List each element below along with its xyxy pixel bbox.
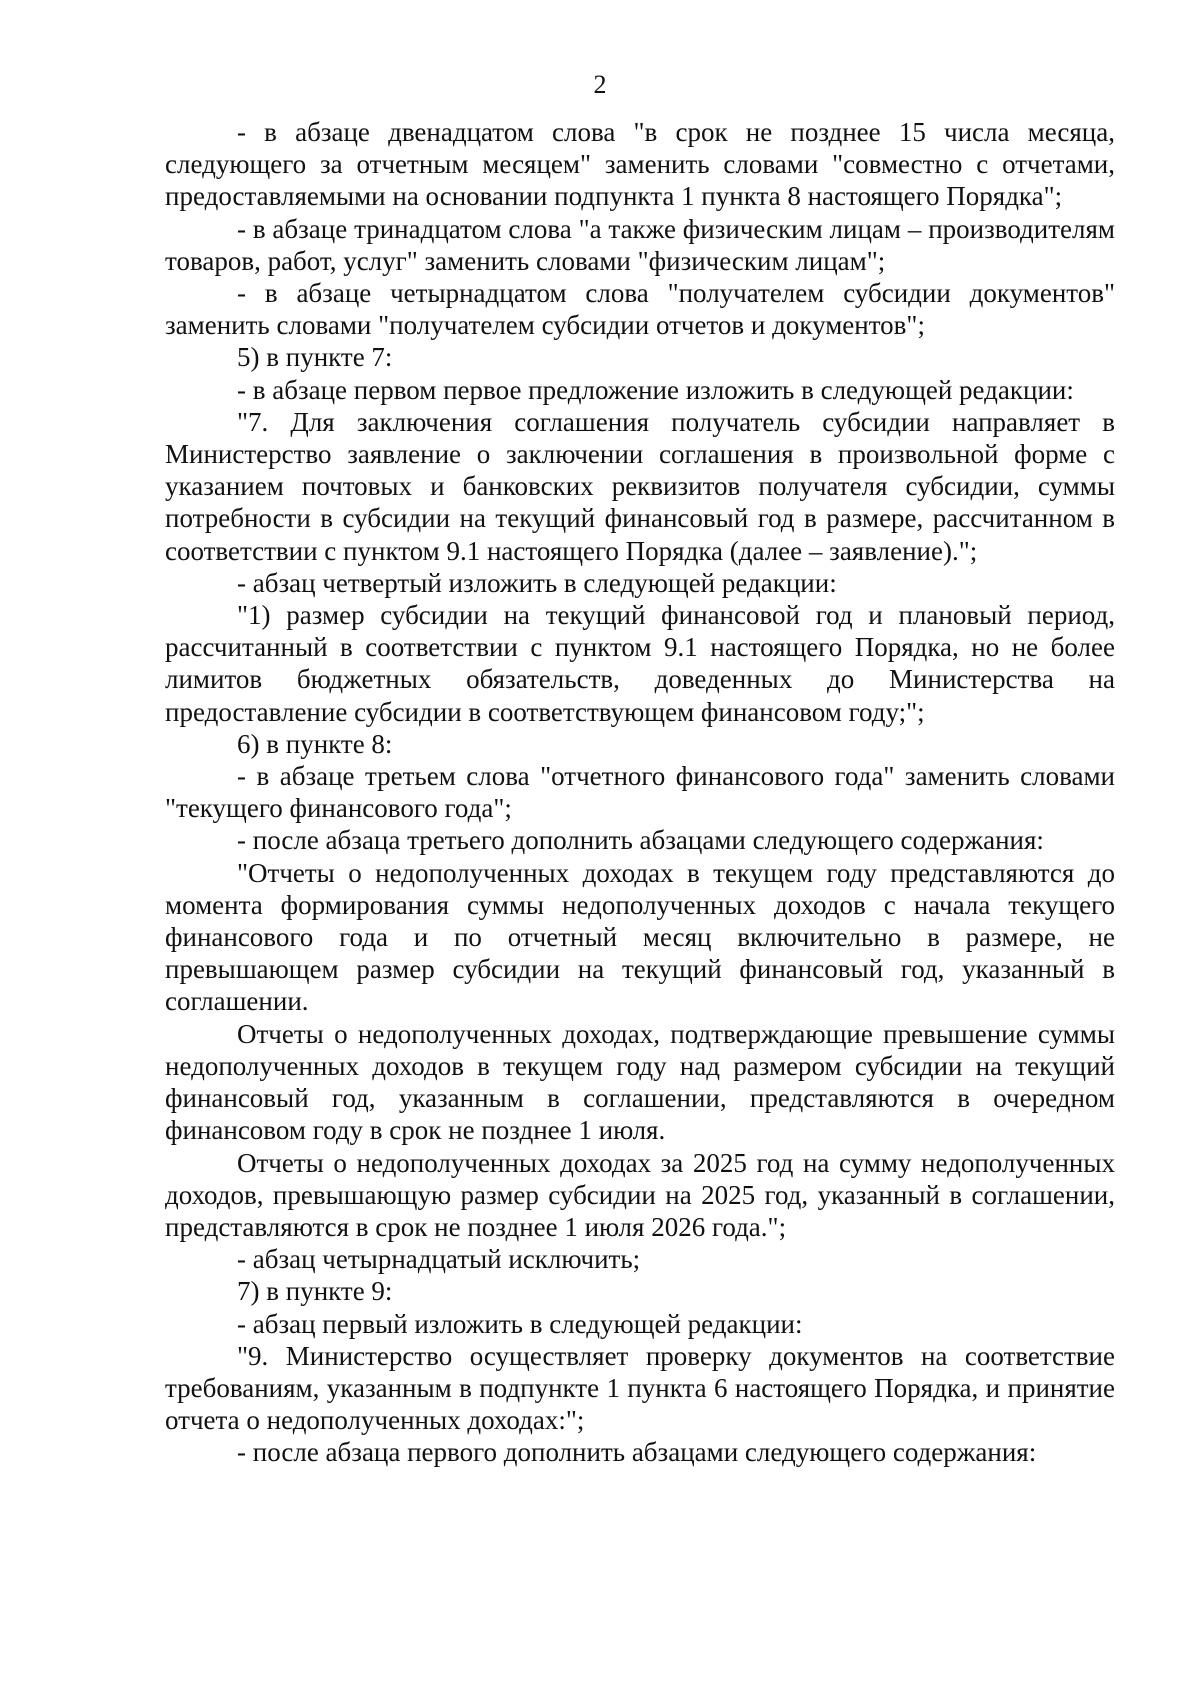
page-number: 2: [593, 70, 607, 99]
paragraph: 6) в пункте 8:: [237, 728, 393, 759]
document-body: [165, 116, 1115, 1469]
paragraph: 5) в пункте 7:: [237, 342, 393, 373]
paragraph: - абзац четвертый изложить в следующей редакции:: [237, 567, 837, 598]
paragraph: - в абзаце первом первое предложение изложить в следующей редакции:: [237, 374, 1074, 405]
paragraph: "Отчеты о недополученных доходах в текущем году представляются до момента формирования суммы недополученных доходов с начала текущего финансового года и по отчетный месяц включительно в размере, не превышающем размер субсидии на текущий финансовый год, указанный в соглашении.: [165, 857, 1115, 1017]
paragraph: - в абзаце третьем слова "отчетного финансового года" заменить словами "текущего финансового года";: [165, 761, 1115, 824]
paragraph: - в абзаце двенадцатом слова "в срок не позднее 15 числа месяца, следующего за отчетным месяцем" заменить словами "совместно с отчетами, предоставляемыми на основании подпункта 1 пункта 8 настоящего Порядка";: [165, 117, 1115, 212]
paragraph: - абзац первый изложить в следующей редакции:: [237, 1308, 803, 1339]
paragraph: Отчеты о недополученных доходах за 2025 год на сумму недополученных доходов, превышающую размер субсидии на 2025 год, указанный в соглашении, представляются в срок не позднее 1 июля 2026 года.";: [165, 1147, 1115, 1242]
paragraph: - после абзаца третьего дополнить абзацами следующего содержания:: [237, 825, 1044, 856]
paragraph: - абзац четырнадцатый исключить;: [237, 1244, 641, 1275]
paragraph: "7. Для заключения соглашения получатель субсидии направляет в Министерство заявление о заключении соглашения в произвольной форме с указанием почтовых и банковских реквизитов получателя субсидии, суммы потребности в субсидии на текущий финансовый год в размере, рассчитанном в соответствии с пунктом 9.1 настоящего Порядка (далее – заявление).";: [165, 406, 1115, 566]
paragraph: - в абзаце тринадцатом слова "а также физическим лицам – производителям товаров, работ, услуг" заменить словами "физическим лицам";: [165, 213, 1115, 276]
paragraph: "9. Министерство осуществляет проверку документов на соответствие требованиям, указанным в подпункте 1 пункта 6 настоящего Порядка, и принятие отчета о недополученных доходах:";: [165, 1340, 1115, 1436]
paragraph: "1) размер субсидии на текущий финансовой год и плановый период, рассчитанный в соответствии с пунктом 9.1 настоящего Порядка, но не более лимитов бюджетных обязательств, доведенных до Министерства на предоставление субсидии в соответствующем финансовом году;";: [165, 600, 1115, 727]
paragraph: - после абзаца первого дополнить абзацами следующего содержания:: [237, 1437, 1037, 1468]
paragraph: Отчеты о недополученных доходах, подтверждающие превышение суммы недополученных доходов в текущем году над размером субсидии на текущий финансовый год, указанным в соглашении, представляются в очередном финансовом году в срок не позднее 1 июля.: [165, 1018, 1115, 1146]
paragraph: 7) в пункте 9:: [237, 1276, 393, 1307]
paragraph: - в абзаце четырнадцатом слова "получателем субсидии документов" заменить словами "получателем субсидии отчетов и документов";: [165, 278, 1115, 341]
